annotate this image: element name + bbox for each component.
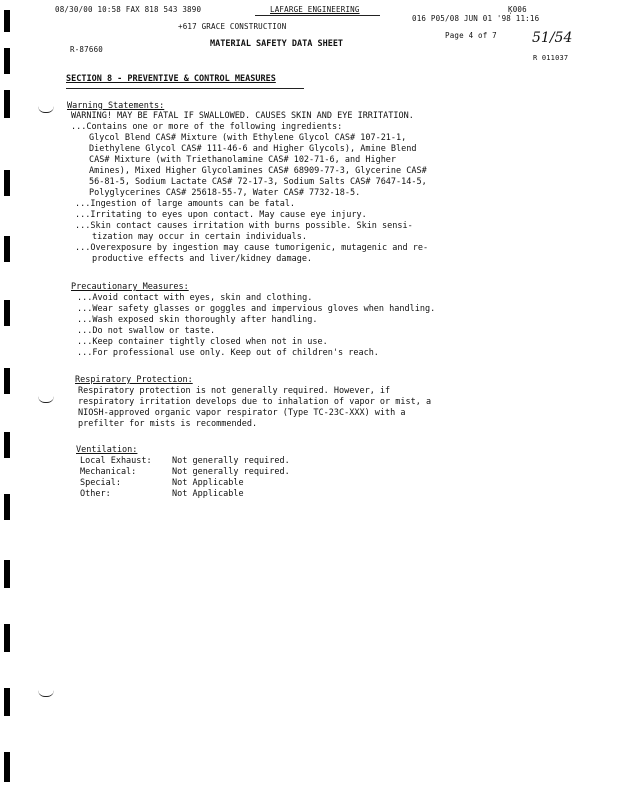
precaution-line: ...Avoid contact with eyes, skin and clothing. [77, 293, 313, 303]
ventilation-label: Special: [80, 478, 121, 488]
precaution-line: ...Wash exposed skin thoroughly after handling. [77, 315, 318, 325]
warning-line: CAS# Mixture (with Triethanolamine CAS# 102-71-6, and Higher [89, 155, 397, 165]
binding-mark [4, 432, 10, 458]
binding-mark [4, 624, 10, 652]
warning-line: tization may occur in certain individuals. [92, 232, 307, 242]
binding-mark [4, 560, 10, 588]
pen-mark [38, 690, 54, 697]
warning-heading: Warning Statements: [67, 101, 165, 111]
respiratory-line: Respiratory protection is not generally required. However, if [78, 386, 391, 396]
fax-page-code: Ķ006 [508, 5, 527, 14]
precaution-line: ...Keep container tightly closed when not in use. [77, 337, 328, 347]
warning-line: ...Skin contact causes irritation with burns possible. Skin sensi- [75, 221, 413, 231]
document-id: R-87660 [70, 45, 104, 54]
precaution-line: ...Do not swallow or taste. [77, 326, 216, 336]
ventilation-heading: Ventilation: [76, 445, 138, 455]
binding-mark [4, 10, 10, 32]
fax-header-rule [255, 15, 380, 16]
binding-mark [4, 90, 10, 118]
warning-line: 56-81-5, Sodium Lactate CAS# 72-17-3, Sodium Salts CAS# 7647-14-5, [89, 177, 427, 187]
respiratory-line: respiratory irritation develops due to inhalation of vapor or mist, a [78, 397, 432, 407]
pen-mark [38, 396, 54, 403]
section-heading: SECTION 8 - PREVENTIVE & CONTROL MEASURES [66, 74, 276, 84]
ventilation-value: Not Applicable [172, 478, 244, 488]
warning-line: ...Contains one or more of the following ingredients: [71, 122, 343, 132]
warning-line: Polyglycerines CAS# 25618-55-7, Water CAS# 7732-18-5. [89, 188, 361, 198]
warning-line: productive effects and liver/kidney damage. [92, 254, 313, 264]
respiratory-line: NIOSH-approved organic vapor respirator (Type TC-23C-XXX) with a [78, 408, 406, 418]
document-title: MATERIAL SAFETY DATA SHEET [210, 39, 344, 49]
ventilation-label: Other: [80, 489, 111, 499]
reference-number: R 011037 [533, 54, 569, 62]
warning-line: ...Ingestion of large amounts can be fatal. [75, 199, 296, 209]
company-line: +617 GRACE CONSTRUCTION [178, 22, 287, 31]
binding-mark [4, 688, 10, 716]
precautionary-heading: Precautionary Measures: [71, 282, 189, 292]
fax-received-stamp: 016 P05/08 JUN 01 '98 11:16 [412, 14, 540, 23]
warning-line: WARNING! MAY BE FATAL IF SWALLOWED. CAUSES SKIN AND EYE IRRITATION. [71, 111, 414, 121]
binding-mark [4, 494, 10, 520]
warning-line: ...Overexposure by ingestion may cause tumorigenic, mutagenic and re- [75, 243, 429, 253]
precaution-line: ...Wear safety glasses or goggles and impervious gloves when handling. [77, 304, 436, 314]
warning-line: Diethylene Glycol CAS# 111-46-6 and Higher Glycols), Amine Blend [89, 144, 417, 154]
binding-mark [4, 170, 10, 196]
fax-company: LAFARGE ENGINEERING [270, 5, 360, 14]
binding-mark [4, 48, 10, 74]
binding-mark [4, 752, 10, 782]
ventilation-value: Not generally required. [172, 456, 290, 466]
ventilation-label: Mechanical: [80, 467, 137, 477]
ventilation-value: Not generally required. [172, 467, 290, 477]
page-counter: Page 4 of 7 [445, 31, 497, 40]
section-rule [66, 88, 304, 89]
ventilation-value: Not Applicable [172, 489, 244, 499]
precaution-line: ...For professional use only. Keep out of children's reach. [77, 348, 379, 358]
ventilation-label: Local Exhaust: [80, 456, 152, 466]
respiratory-heading: Respiratory Protection: [75, 375, 193, 385]
binding-mark [4, 236, 10, 262]
handwritten-page-number: 51/54 [532, 30, 573, 46]
fax-header-left: 08/30/00 10:58 FAX 818 543 3890 [55, 5, 202, 14]
binding-mark [4, 368, 10, 394]
warning-line: ...Irritating to eyes upon contact. May cause eye injury. [75, 210, 367, 220]
binding-mark [4, 300, 10, 326]
warning-line: Glycol Blend CAS# Mixture (with Ethylene Glycol CAS# 107-21-1, [89, 133, 407, 143]
pen-mark [38, 106, 54, 113]
warning-line: Amines), Mixed Higher Glycolamines CAS# 68909-77-3, Glycerine CAS# [89, 166, 427, 176]
respiratory-line: prefilter for mists is recommended. [78, 419, 258, 429]
